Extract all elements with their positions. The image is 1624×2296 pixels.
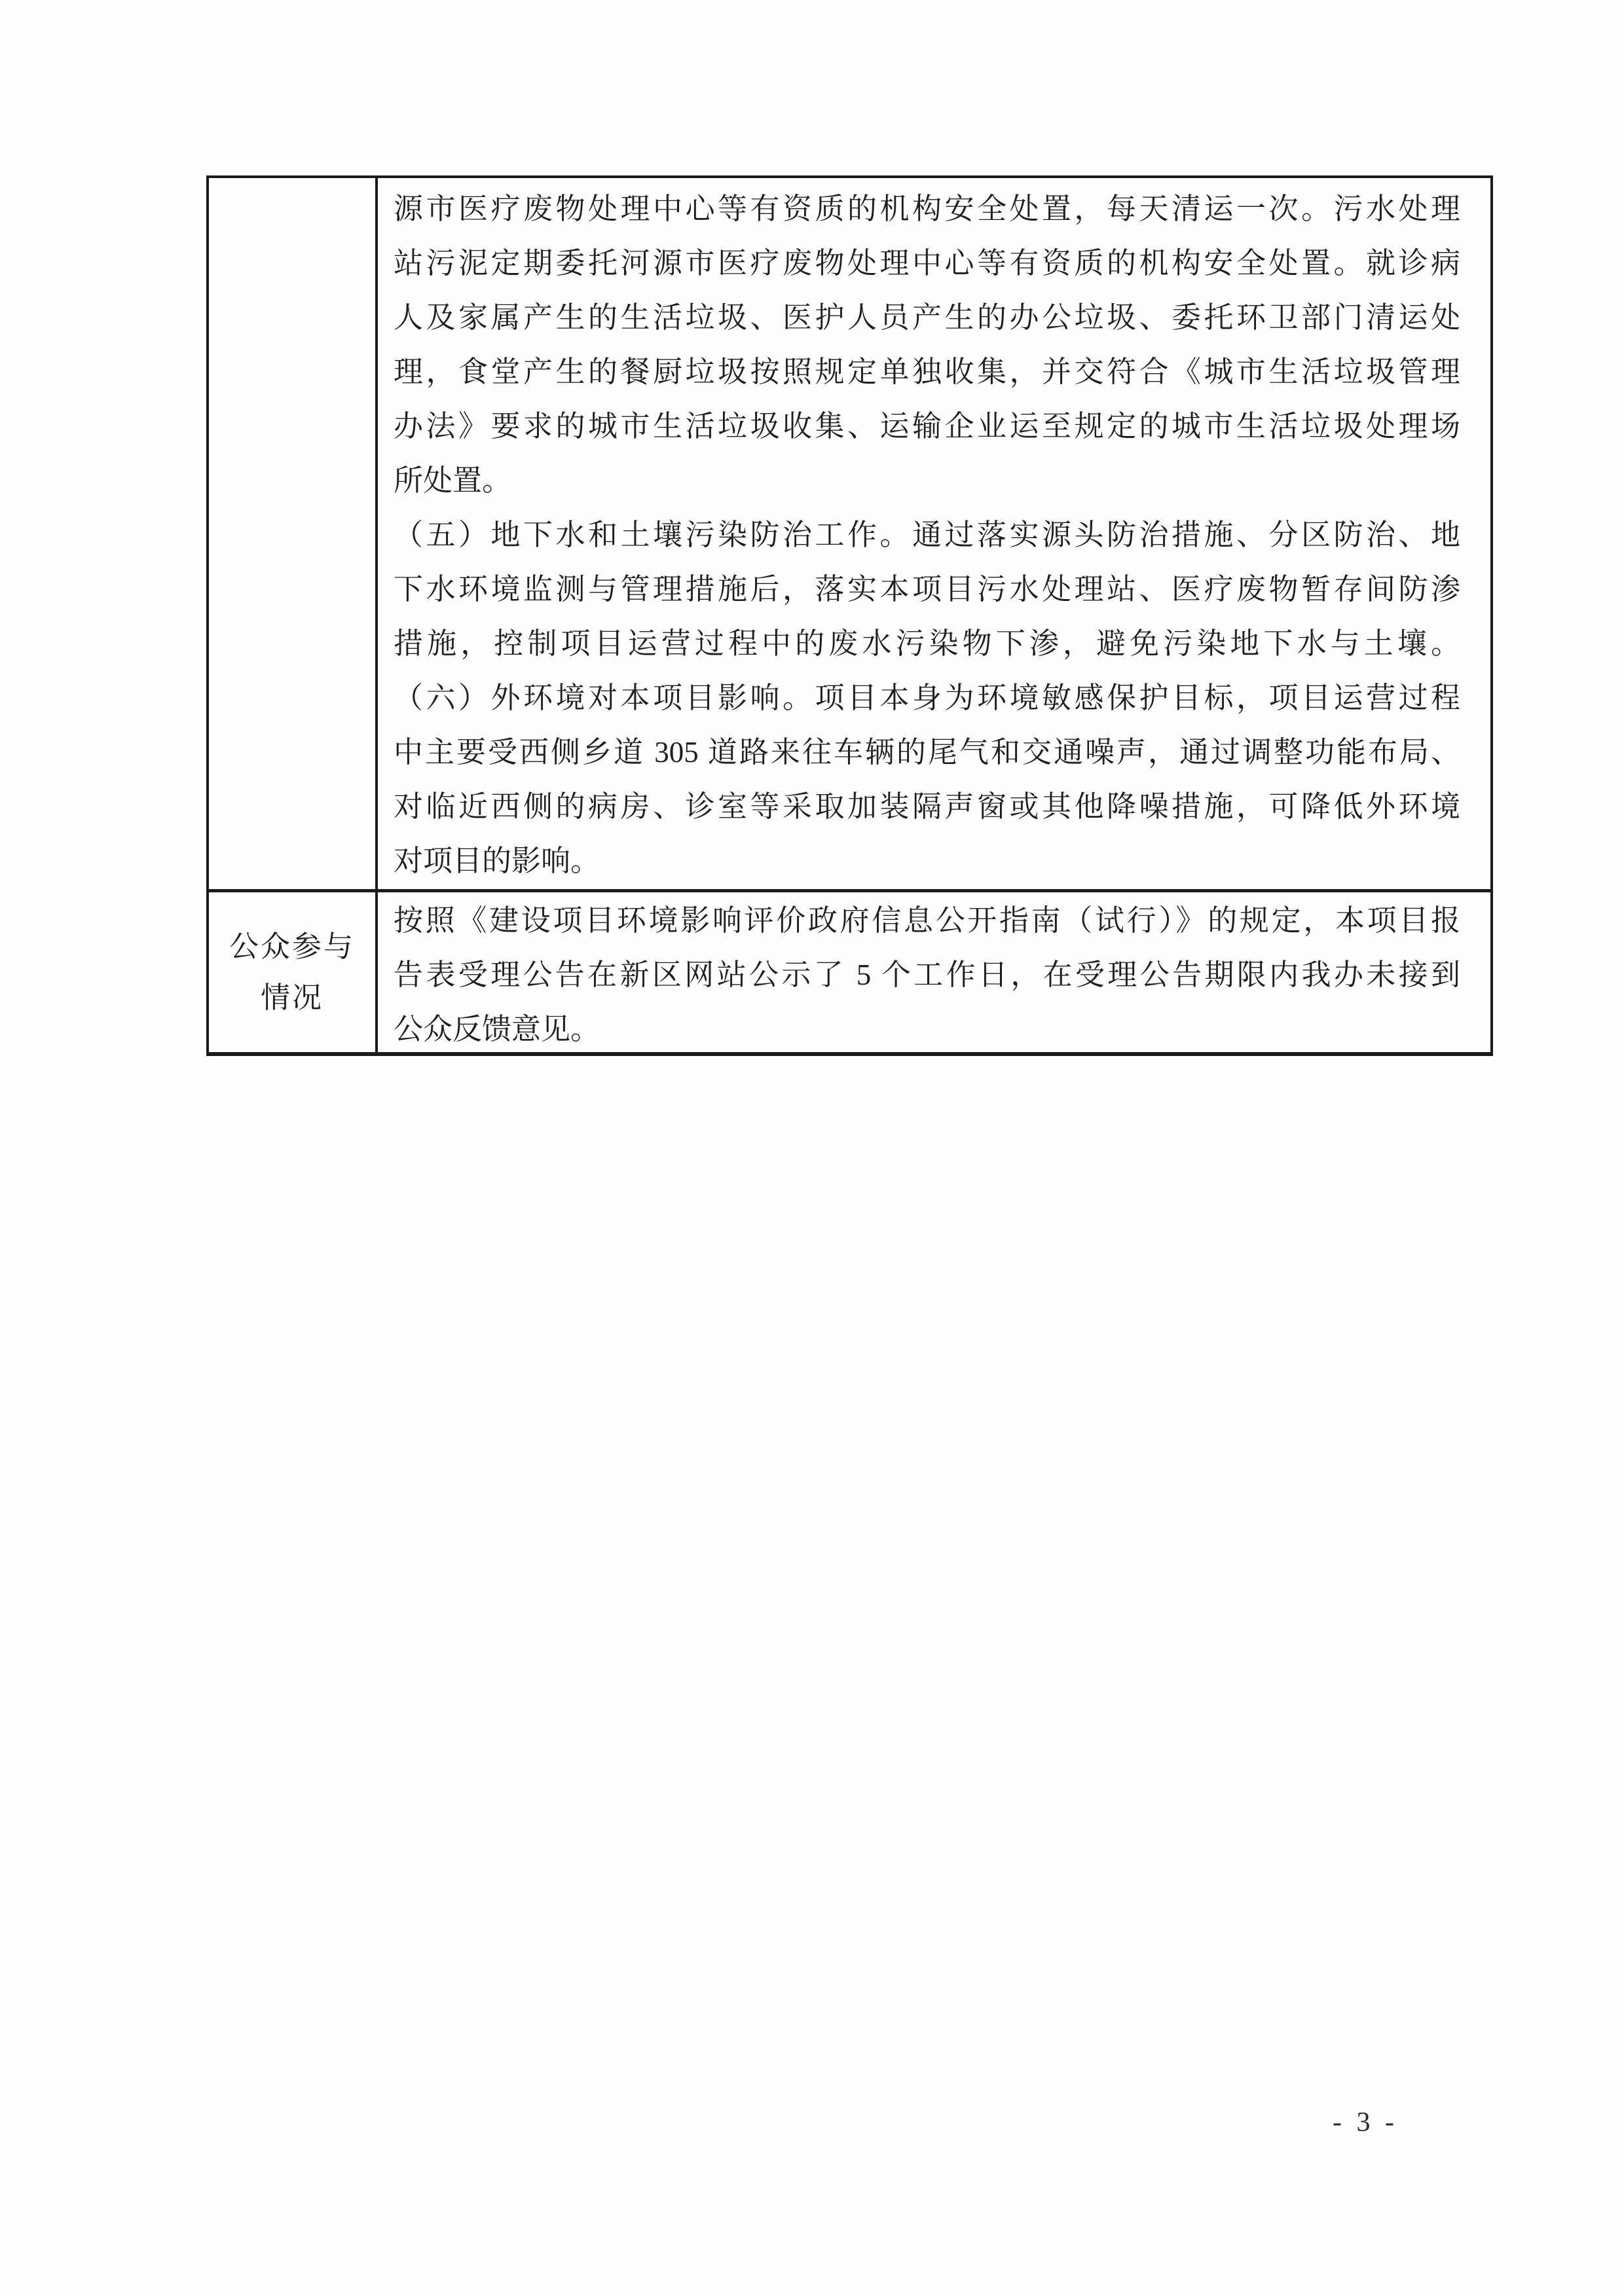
label-line: 情况 bbox=[260, 981, 323, 1014]
table-cell-empty-label bbox=[209, 178, 375, 889]
table-cell-measures-text bbox=[378, 178, 1490, 889]
text-line: 源市医疗废物处理中心等有资质的机构安全处置，每天清运一次。污水处理 bbox=[394, 192, 1460, 225]
text-line: 措施，控制项目运营过程中的废水污染物下渗，避免污染地下水与土壤。 bbox=[394, 627, 1460, 660]
text-line: （六）外环境对本项目影响。项目本身为环境敏感保护目标，项目运营过程 bbox=[394, 682, 1460, 714]
text-line: 对项目的影响。 bbox=[394, 845, 600, 877]
text-line: 理，食堂产生的餐厨垃圾按照规定单独收集，并交符合《城市生活垃圾管理 bbox=[394, 355, 1460, 388]
text-line: 站污泥定期委托河源市医疗废物处理中心等有资质的机构安全处置。就诊病 bbox=[394, 247, 1460, 280]
text-line: 中主要受西侧乡道 305 道路来往车辆的尾气和交通噪声，通过调整功能布局、 bbox=[394, 736, 1460, 769]
review-table bbox=[206, 175, 1493, 1056]
table-cell-public-participation-label bbox=[209, 892, 375, 1052]
text-line: 按照《建设项目环境影响评价政府信息公开指南（试行）》的规定，本项目报 bbox=[394, 904, 1460, 937]
table-cell-public-participation-text bbox=[378, 892, 1490, 1052]
text-line: 告表受理公告在新区网站公示了 5 个工作日，在受理公告期限内我办未接到 bbox=[394, 958, 1460, 991]
label-line: 公众参与 bbox=[229, 930, 355, 963]
text-line: 所处置。 bbox=[394, 464, 512, 497]
text-line: 下水环境监测与管理措施后，落实本项目污水处理站、医疗废物暂存间防渗 bbox=[394, 573, 1460, 606]
text-line: 公众反馈意见。 bbox=[394, 1013, 600, 1046]
text-line: 对临近西侧的病房、诊室等采取加装隔声窗或其他降噪措施，可降低外环境 bbox=[394, 790, 1460, 823]
page-number: - 3 - bbox=[1333, 2107, 1398, 2138]
text-line: 人及家属产生的生活垃圾、医护人员产生的办公垃圾、委托环卫部门清运处 bbox=[394, 301, 1460, 334]
text-line: （五）地下水和土壤污染防治工作。通过落实源头防治措施、分区防治、地 bbox=[394, 519, 1460, 551]
text-line: 办法》要求的城市生活垃圾收集、运输企业运至规定的城市生活垃圾处理场 bbox=[394, 410, 1460, 443]
